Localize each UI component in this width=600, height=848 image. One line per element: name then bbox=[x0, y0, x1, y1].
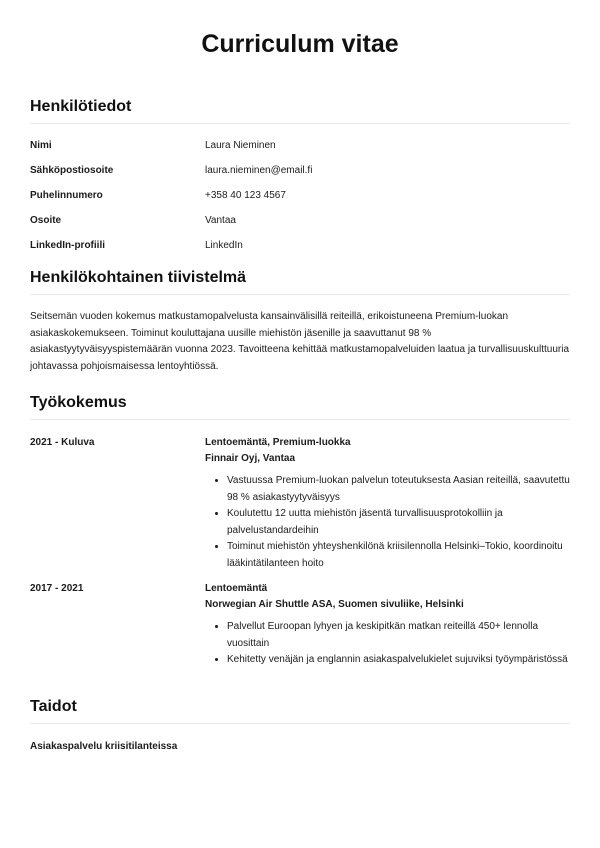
skills-section-heading: Taidot bbox=[30, 697, 570, 724]
personal-fields bbox=[30, 140, 570, 251]
field-value: Vantaa bbox=[205, 214, 236, 226]
field-label: Osoite bbox=[30, 214, 62, 226]
entry-period: 2017 - 2021 bbox=[30, 583, 84, 595]
field-label: LinkedIn-profiili bbox=[30, 239, 105, 251]
section-skills bbox=[30, 697, 570, 753]
field-label: Sähköpostiosoite bbox=[30, 164, 114, 176]
field-row-email bbox=[30, 165, 570, 176]
personal-section-heading: Henkilötiedot bbox=[30, 97, 570, 124]
entry-body bbox=[205, 435, 570, 572]
bullet-item: • Palvellut Euroopan lyhyen ja keskipitkän matkan reiteillä 450+ lennolla vuosittain bbox=[227, 619, 570, 652]
entry-title: Lentoemäntä, Premium-luokka bbox=[205, 437, 351, 449]
experience-entry bbox=[30, 581, 570, 669]
field-value-linkedin: LinkedIn bbox=[205, 239, 243, 251]
entry-bullet-list bbox=[205, 473, 570, 572]
section-summary bbox=[30, 268, 570, 375]
summary-section-heading: Henkilökohtainen tiivistelmä bbox=[30, 268, 570, 295]
field-row-address bbox=[30, 215, 570, 226]
field-row-linkedin bbox=[30, 240, 570, 251]
entry-body bbox=[205, 581, 570, 669]
skill-label: Asiakaspalvelu kriisitilanteissa bbox=[30, 741, 178, 752]
entry-bullet-list bbox=[205, 619, 570, 669]
section-personal bbox=[30, 97, 570, 251]
bullet-item: • Toiminut miehistön yhteyshenkilönä kriisilennolla Helsinki–Tokio, koordinoitu lääkintätilanteen hoito bbox=[227, 539, 570, 572]
entry-period: 2021 - Kuluva bbox=[30, 437, 95, 449]
summary-text: Seitsemän vuoden kokemus matkustamopalvelusta kansainvälisillä reiteillä, erikoistuneena Premium-luokan asiakaskokemukseen. Toiminut kouluttajana uusille miehistön jäsenille ja saavuttanut 98 % asiakastyytyväisyyspistemäärän vuonna 2023. Tavoitteena kehittää matkustamopalveluiden laatua ja turvallisuuskulttuuria johtavassa pohjoismaisessa lentoyhtiössä. bbox=[30, 311, 570, 372]
experience-entry bbox=[30, 435, 570, 572]
section-experience bbox=[30, 393, 570, 669]
bullet-item: • Koulutettu 12 uutta miehistön jäsentä turvallisuusprotokolliin ja palvelustandardeihin bbox=[227, 506, 570, 539]
entry-organization: Finnair Oyj, Vantaa bbox=[205, 453, 296, 465]
experience-section-heading: Työkokemus bbox=[30, 393, 570, 420]
page-title: Curriculum vitae bbox=[201, 30, 399, 58]
field-value: +358 40 123 4567 bbox=[205, 189, 286, 201]
field-row-phone bbox=[30, 190, 570, 201]
field-label: Nimi bbox=[30, 139, 52, 151]
bullet-item: • Kehitetty venäjän ja englannin asiakaspalvelukielet sujuviksi työympäristössä bbox=[227, 652, 570, 669]
bullet-item: • Vastuussa Premium-luokan palvelun toteutuksesta Aasian reiteillä, saavutettu 98 % asiakastyytyväisyys bbox=[227, 473, 570, 506]
entry-organization: Norwegian Air Shuttle ASA, Suomen sivuliike, Helsinki bbox=[205, 599, 464, 611]
field-value: Laura Nieminen bbox=[205, 139, 276, 151]
entry-title: Lentoemäntä bbox=[205, 583, 268, 595]
field-value: laura.nieminen@email.fi bbox=[205, 164, 313, 176]
field-label: Puhelinnumero bbox=[30, 189, 103, 201]
field-row-name bbox=[30, 140, 570, 151]
